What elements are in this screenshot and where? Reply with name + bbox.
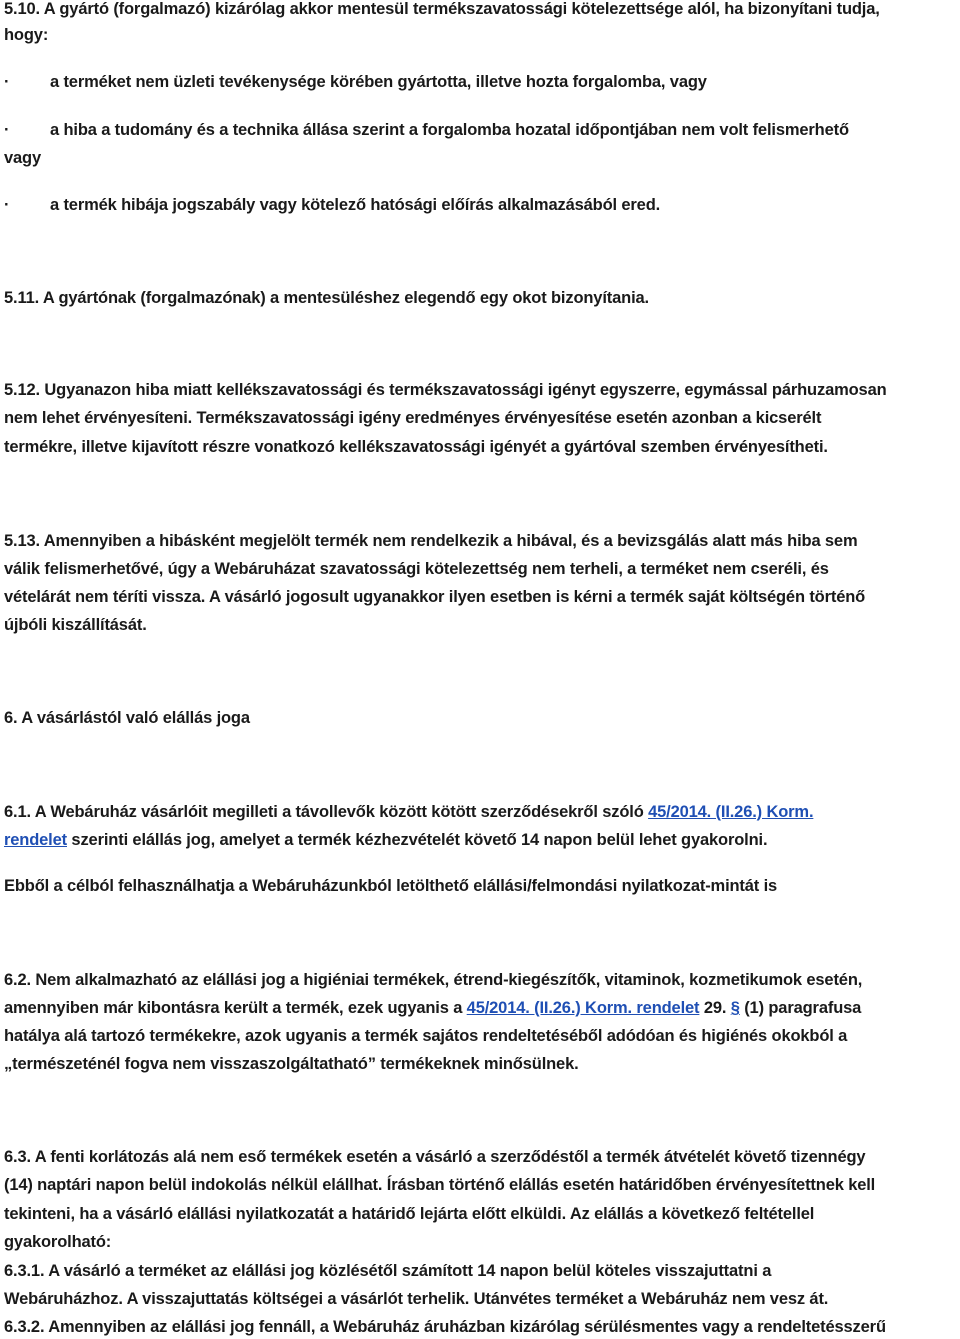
section-6-1-line-2 [4, 831, 767, 850]
bullet-icon: · [4, 121, 10, 139]
section-6-3-2-line-1: 6.3.2. Amennyiben az elállási jog fennáll, a Webáruház áruházban kizárólag sérülésmentes vagy a rendeltetésszerű [4, 1318, 886, 1336]
section-5-12-line-3: termékre, illetve kijavított részre vonatkozó kellékszavatossági igényét a gyártóval szemben érvényesítheti. [4, 438, 828, 456]
section-6-3-line-1: 6.3. A fenti korlátozás alá nem eső termékek esetén a vásárló a szerződéstől a termék átvételét követő tizennégy [4, 1148, 866, 1166]
regulation-link[interactable]: rendelet [4, 831, 67, 849]
section-5-12-line-2: nem lehet érvényesíteni. Termékszavatossági igény eredményes érvényesítése esetén azonban a kicserélt [4, 409, 822, 427]
regulation-link[interactable]: 45/2014. (II.26.) Korm. [648, 803, 814, 821]
bullet-item-3: a termék hibája jogszabály vagy kötelező hatósági előírás alkalmazásából ered. [50, 196, 661, 214]
bullet-icon: · [4, 196, 10, 214]
section-5-10-line-2: hogy: [4, 26, 49, 44]
bullet-icon: · [4, 73, 10, 91]
heading-section-6: 6. A vásárlástól való elállás joga [4, 709, 250, 727]
section-5-10-line-1: 5.10. A gyártó (forgalmazó) kizárólag akkor mentesül termékszavatossági kötelezettsége alól, ha bizonyítani tudja, [4, 0, 880, 18]
regulation-link[interactable]: 45/2014. (II.26.) Korm. rendelet [466, 999, 700, 1017]
section-6-3-1-line-1: 6.3.1. A vásárló a terméket az elállási jog közlésétől számított 14 napon belül köteles visszajuttatni a [4, 1262, 772, 1280]
paragraph-link[interactable]: § [730, 999, 740, 1017]
section-6-3-line-2: (14) naptári napon belül indokolás nélkül elállhat. Írásban történő elállás esetén határidőben érvényesítettnek kell [4, 1176, 876, 1194]
section-6-2-text: 29. [699, 999, 731, 1017]
section-5-13-line-2: válik felismerhetővé, úgy a Webáruházat szavatossági kötelezettség nem terheli, a terméket nem cseréli, és [4, 560, 829, 578]
section-6-1-text: 6.1. A Webáruház vásárlóit megilleti a távollevők között kötött szerződésekről szóló [4, 803, 649, 821]
section-6-3-line-3: tekinteni, ha a vásárló elállási nyilatkozatát a határidő lejárta előtt elküldi. Az elállás a következő feltétellel [4, 1205, 815, 1223]
section-5-13-line-1: 5.13. Amennyiben a hibásként megjelölt termék nem rendelkezik a hibával, és a bevizsgálás alatt más hiba sem [4, 532, 858, 550]
section-6-1-line-3: Ebből a célból felhasználhatja a Webáruházunkból letölthető elállási/felmondási nyilatkozat-mintát is [4, 877, 778, 895]
section-6-3-1-line-2: Webáruházhoz. A visszajuttatás költségei a vásárlót terhelik. Utánvétes terméket a Webáruház nem vesz át. [4, 1290, 829, 1308]
bullet-item-2-continuation: vagy [4, 149, 42, 167]
section-6-2-text: (1) paragrafusa [739, 999, 862, 1017]
section-6-1-line-1 [4, 803, 813, 822]
section-5-12-line-1: 5.12. Ugyanazon hiba miatt kellékszavatossági és termékszavatossági igényt egyszerre, egymással párhuzamosan [4, 381, 887, 399]
section-5-13-line-4: újbóli kiszállítását. [4, 616, 147, 634]
section-6-2-line-3: hatálya alá tartozó termékekre, azok ugyanis a termék sajátos rendeltetéséből adódóan és higiénés okokból a [4, 1027, 848, 1045]
section-6-2-line-4: „természeténél fogva nem visszaszolgáltatható” termékeknek minősülnek. [4, 1055, 579, 1073]
bullet-item-2: a hiba a tudomány és a technika állása szerint a forgalomba hozatal időpontjában nem volt felismerhető [50, 121, 849, 139]
section-6-2-text: amennyiben már kibontásra került a termék, ezek ugyanis a [4, 999, 467, 1017]
section-6-1-text: szerinti elállás jog, amelyet a termék kézhezvételét követő 14 napon belül lehet gyakorolni. [67, 831, 768, 849]
section-6-3-line-4: gyakorolható: [4, 1233, 112, 1251]
section-6-2-line-2 [4, 999, 861, 1018]
section-5-13-line-3: vételárát nem téríti vissza. A vásárló jogosult ugyanakkor ilyen esetben is kérni a termék saját költségén történő [4, 588, 866, 606]
section-6-2-line-1: 6.2. Nem alkalmazható az elállási jog a higiéniai termékek, étrend-kiegészítők, vitaminok, kozmetikumok esetén, [4, 971, 863, 989]
bullet-item-1: a terméket nem üzleti tevékenysége körében gyártotta, illetve hozta forgalomba, vagy [50, 73, 707, 91]
section-5-11: 5.11. A gyártónak (forgalmazónak) a mentesüléshez elegendő egy okot bizonyítania. [4, 289, 649, 307]
